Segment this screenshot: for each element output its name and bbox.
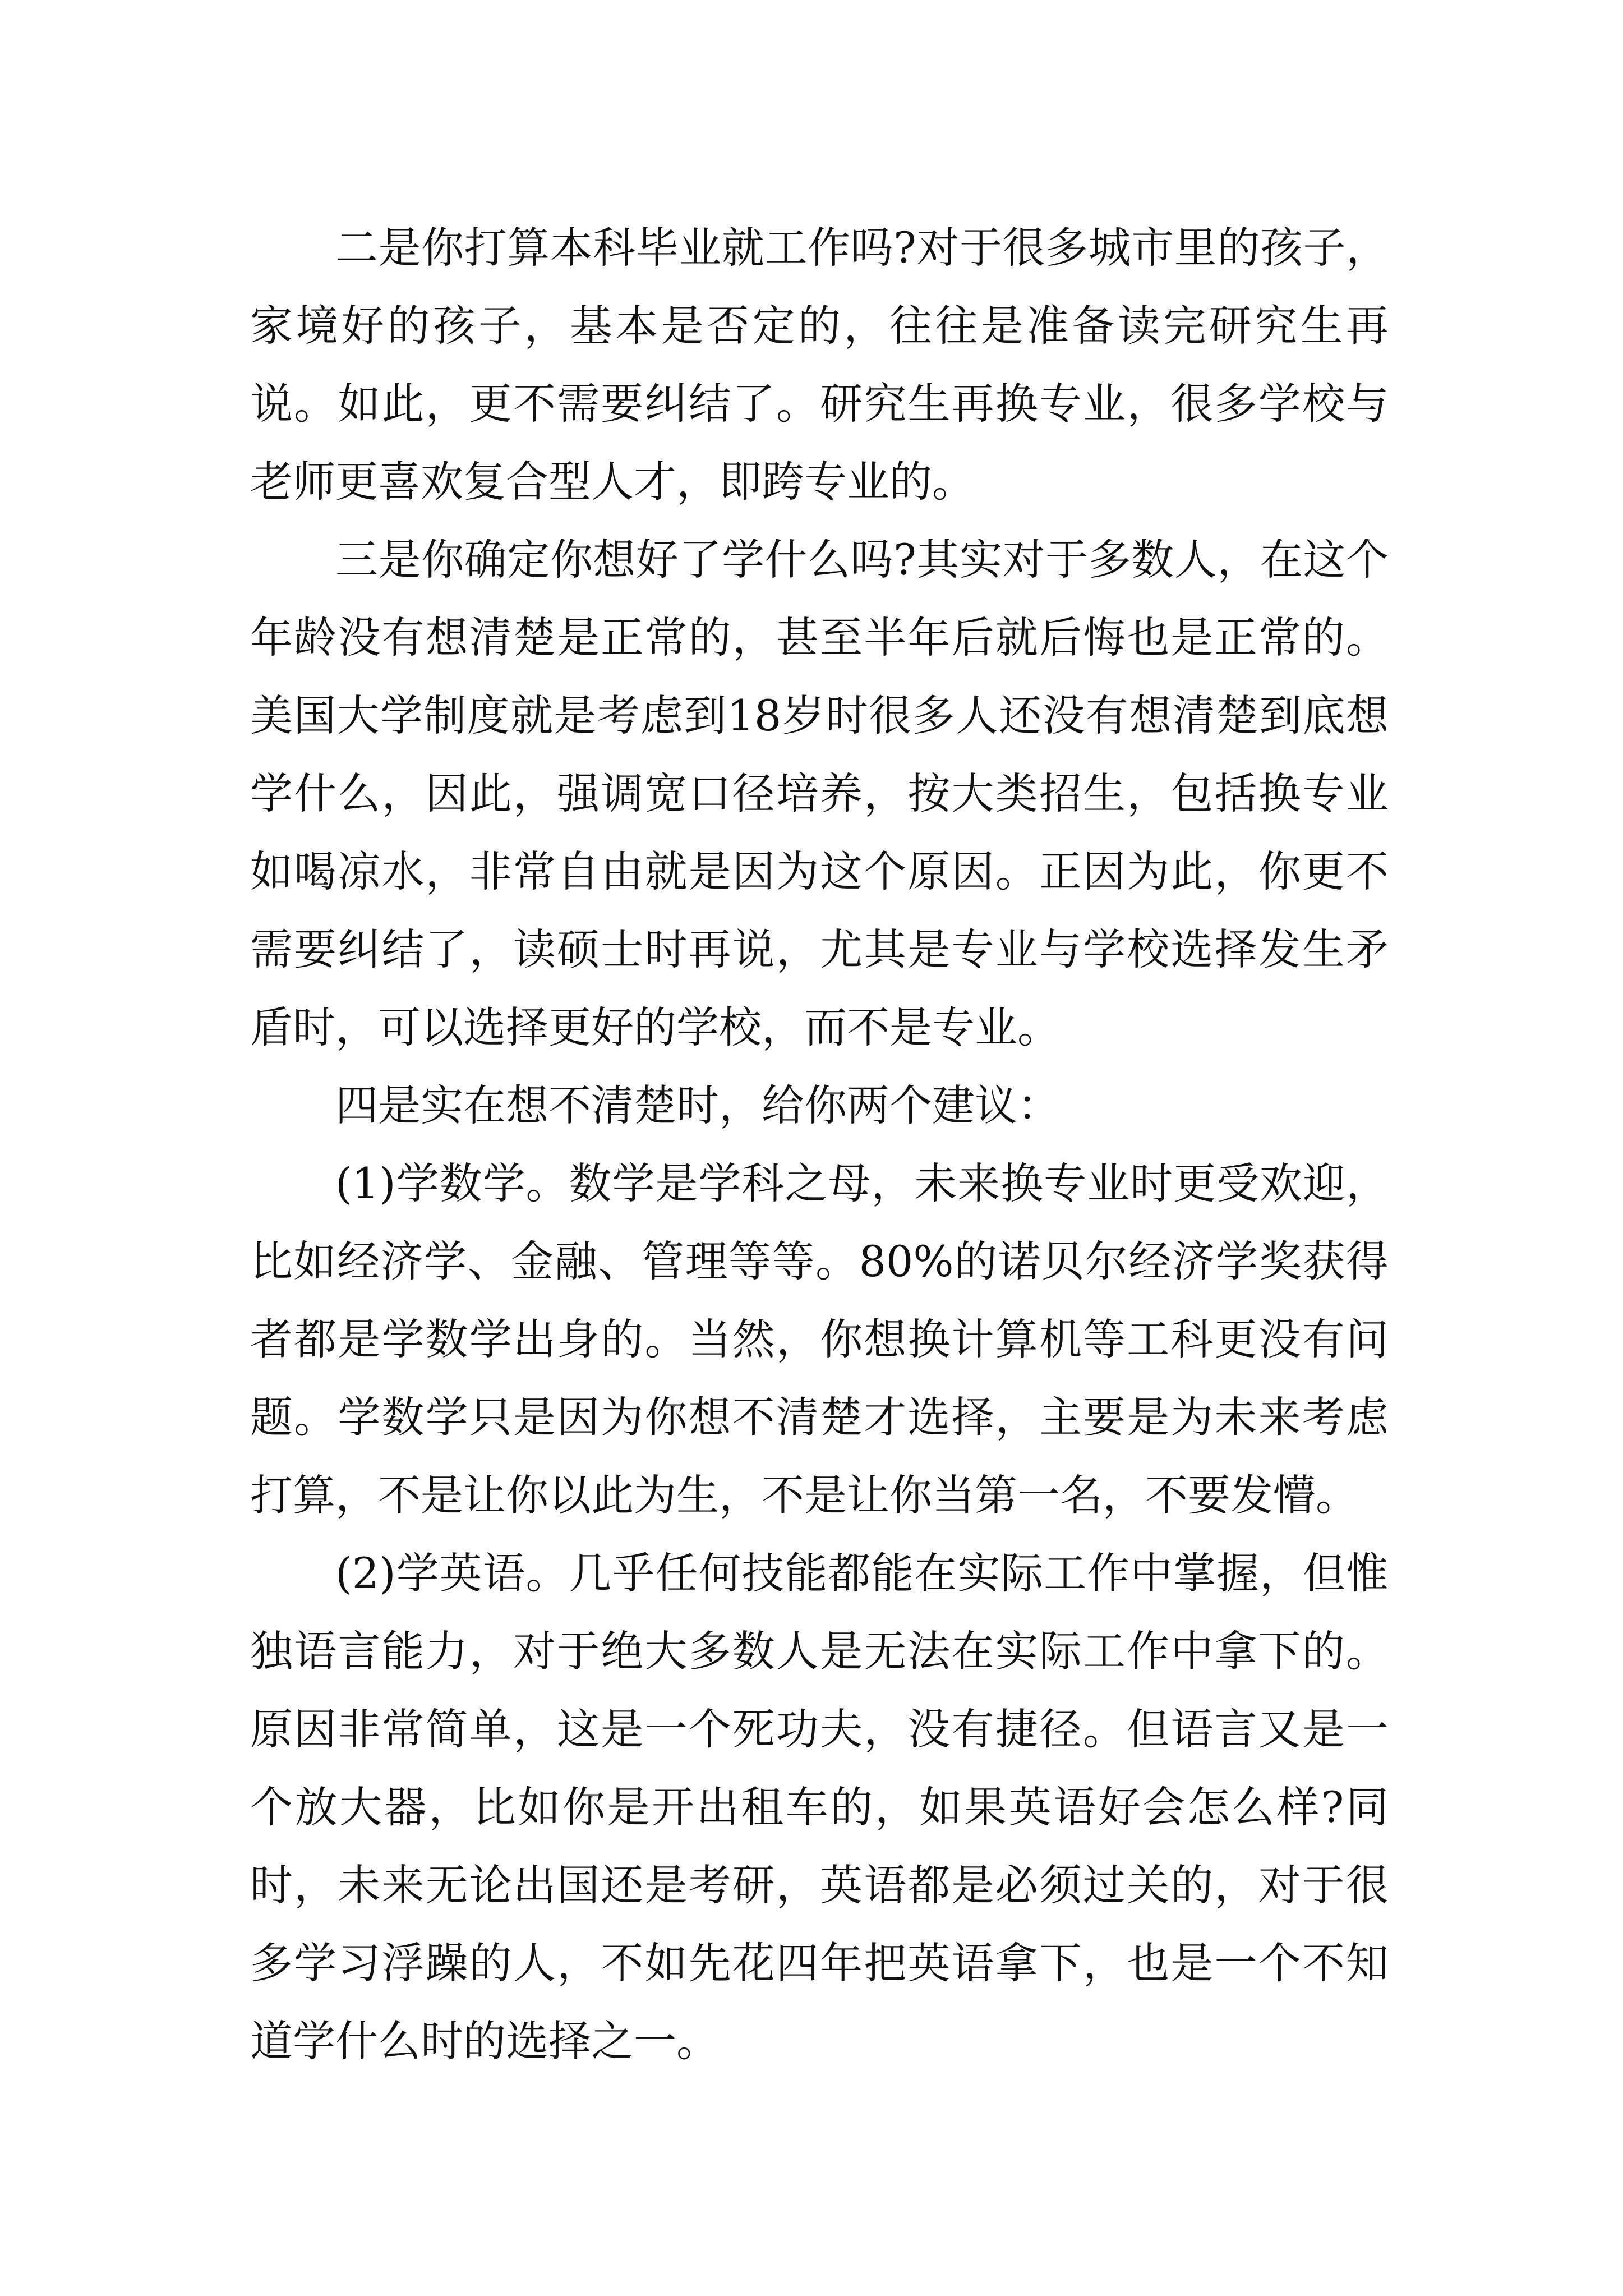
paragraph-suggestion-math: (1)学数学。数学是学科之母，未来换专业时更受欢迎，比如经济学、金融、管理等等。80%的诺贝尔经济学奖获得者都是学数学出身的。当然，你想换计算机等工科更没有问题。学数学只是因为你想不清楚才选择，主要是为未来考虑打算，不是让你以此为生，不是让你当第一名，不要发懵。 [250,1158,1389,1520]
paragraph-career-after-bachelor: 二是你打算本科毕业就工作吗?对于很多城市里的孩子，家境好的孩子，基本是否定的，往往是准备读完研究生再说。如此，更不需要纠结了。研究生再换专业，很多学校与老师更喜欢复合型人才，即跨专业的。 [250,223,1389,507]
paragraph-two-suggestions-intro: 四是实在想不清楚时，给你两个建议： [335,1080,1060,1130]
paragraph-suggestion-english: (2)学英语。几乎任何技能都能在实际工作中掌握，但惟独语言能力，对于绝大多数人是无法在实际工作中拿下的。原因非常简单，这是一个死功夫，没有捷径。但语言又是一个放大器，比如你是开出租车的，如果英语好会怎么样?同时，未来无论出国还是考研，英语都是必须过关的，对于很多学习浮躁的人，不如先花四年把英语拿下，也是一个不知道学什么时的选择之一。 [250,1548,1389,2066]
paragraph-know-what-to-study: 三是你确定你想好了学什么吗?其实对于多数人，在这个年龄没有想清楚是正常的，甚至半年后就后悔也是正常的。美国大学制度就是考虑到18岁时很多人还没有想清楚到底想学什么，因此，强调宽口径培养，按大类招生，包括换专业如喝凉水，非常自由就是因为这个原因。正因为此，你更不需要纠结了，读硕士时再说，尤其是专业与学校选择发生矛盾时，可以选择更好的学校，而不是专业。 [250,535,1389,1052]
document-body [250,209,1389,2080]
